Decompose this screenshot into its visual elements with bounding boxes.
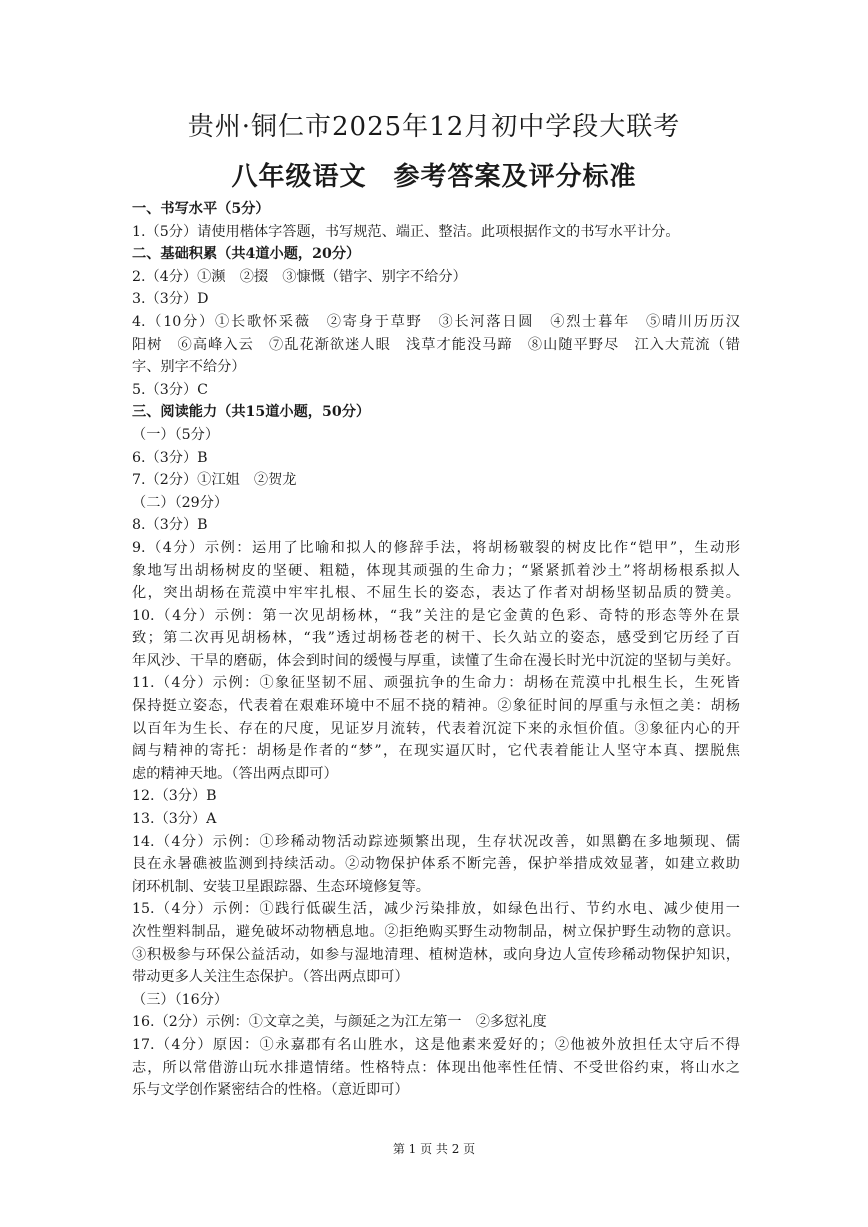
answer-line: 年风沙、干旱的磨砺，体会到时间的缓慢与厚重，读懂了生命在漫长时光中沉淀的坚韧与美好。 [132,652,740,669]
page-footer: 第 1 页 共 2 页 [392,1142,476,1156]
answer-line: 以百年为生长、存在的尺度，见证岁月流转，代表着沉淀下来的永恒价值。③象征内心的开 [132,720,740,737]
answer-line: 志，所以常借游山玩水排遣情绪。性格特点：体现出他率性任情、不受世俗约束，将山水之 [132,1059,740,1076]
answer-line: ③积极参与环保公益活动，如参与湿地清理、植树造林，或向身边人宣传珍稀动物保护知识， [132,946,740,963]
answer-line: 7.（2分）①江姐 ②贺龙 [132,472,297,489]
answer-line: 阳树 ⑥高峰入云 ⑦乱花渐欲迷人眼 浅草才能没马蹄 ⑧山随平野尽 江入大荒流（错 [132,336,740,353]
section-heading: 一、书写水平（5分） [132,201,270,217]
answer-line: 保持挺立姿态，代表着在艰难环境中不屈不挠的精神。②象征时间的厚重与永恒之美：胡杨 [132,698,740,715]
answer-line: 虑的精神天地。（答出两点即可） [132,765,338,782]
answer-content [132,198,740,1102]
answer-line: （二）（29分） [132,494,229,511]
answer-line: 10.（4分）示例：第一次见胡杨林，“我”关注的是它金黄的色彩、奇特的形态等外在景 [132,607,740,624]
answer-line: 4.（10分）①长歌怀采薇 ②寄身于草野 ③长河落日圆 ④烈士暮年 ⑤晴川历历汉 [132,313,740,330]
answer-line: 字、别字不给分） [132,359,246,376]
answer-line: （一）（5分） [132,426,220,443]
answer-line: 阔与精神的寄托：胡杨是作者的“梦”，在现实逼仄时，它代表着能让人坚守本真、摆脱焦 [132,743,740,760]
answer-line: 乐与文学创作紧密结合的性格。（意近即可） [132,1082,409,1099]
answer-line: 5.（3分）C [132,381,208,398]
answer-line: 致；第二次再见胡杨林，“我”透过胡杨苍老的树干、长久站立的姿态，感受到它历经了百 [132,630,740,647]
answer-line: 14.（4分）示例：①珍稀动物活动踪迹频繁出现，生存状况改善，如黑鹳在多地频现、儒 [132,833,740,850]
answer-line: 3.（3分）D [132,291,209,308]
answer-line: 2.（4分）①濒 ②掇 ③慷慨（错字、别字不给分） [132,268,467,285]
answer-line: 12.（3分）B [132,788,217,805]
answer-line: 带动更多人关注生态保护。（答出两点即可） [132,969,409,986]
answer-line: 次性塑料制品，避免破坏动物栖息地。②拒绝购买野生动物制品，树立保护野生动物的意识。 [132,924,740,940]
answer-line: 17.（4分）原因：①永嘉郡有名山胜水，这是他素来爱好的；②他被外放担任太守后不得 [132,1036,740,1053]
answer-line: （三）（16分） [132,991,229,1008]
answer-line: 16.（2分）示例：①文章之美，与颜延之为江左第一 ②多愆礼度 [132,1014,547,1031]
answer-line: 9.（4分）示例：运用了比喻和拟人的修辞手法，将胡杨皲裂的树皮比作“铠甲”，生动形 [132,539,740,556]
answer-line: 1.（5分）请使用楷体字答题，书写规范、端正、整洁。此项根据作文的书写水平计分。 [132,223,680,240]
answer-line: 象地写出胡杨树皮的坚硬、粗糙，体现其顽强的生命力；“紧紧抓着沙土”将胡杨根系拟人 [132,562,740,579]
answer-line: 闭环机制、安装卫星跟踪器、生态环境修复等。 [132,878,430,895]
section-heading: 二、基础积累（共4道小题，20分） [132,246,361,263]
section-heading: 三、阅读能力（共15道小题，50分） [132,404,371,421]
answer-line: 艮在永暑礁被监测到持续活动。②动物保护体系不断完善，保护举措成效显著，如建立救助 [132,856,740,873]
answer-line: 6.（3分）B [132,449,208,466]
answer-line: 11.（4分）示例：①象征坚韧不屈、顽强抗争的生命力：胡杨在荒漠中扎根生长，生死皆 [132,675,740,692]
answer-line: 8.（3分）B [132,517,208,534]
answer-line: 化，突出胡杨在荒漠中牢牢扎根、不屈生长的姿态，表达了作者对胡杨坚韧品质的赞美。 [132,585,740,602]
exam-subtitle: 八年级语文 参考答案及评分标准 [231,162,637,192]
answer-line: 15.（4分）示例：①践行低碳生活，减少污染排放，如绿色出行、节约水电、减少使用一 [132,901,740,918]
answer-line: 13.（3分）A [132,811,217,828]
exam-title: 贵州·铜仁市2025年12月初中学段大联考 [187,112,681,142]
